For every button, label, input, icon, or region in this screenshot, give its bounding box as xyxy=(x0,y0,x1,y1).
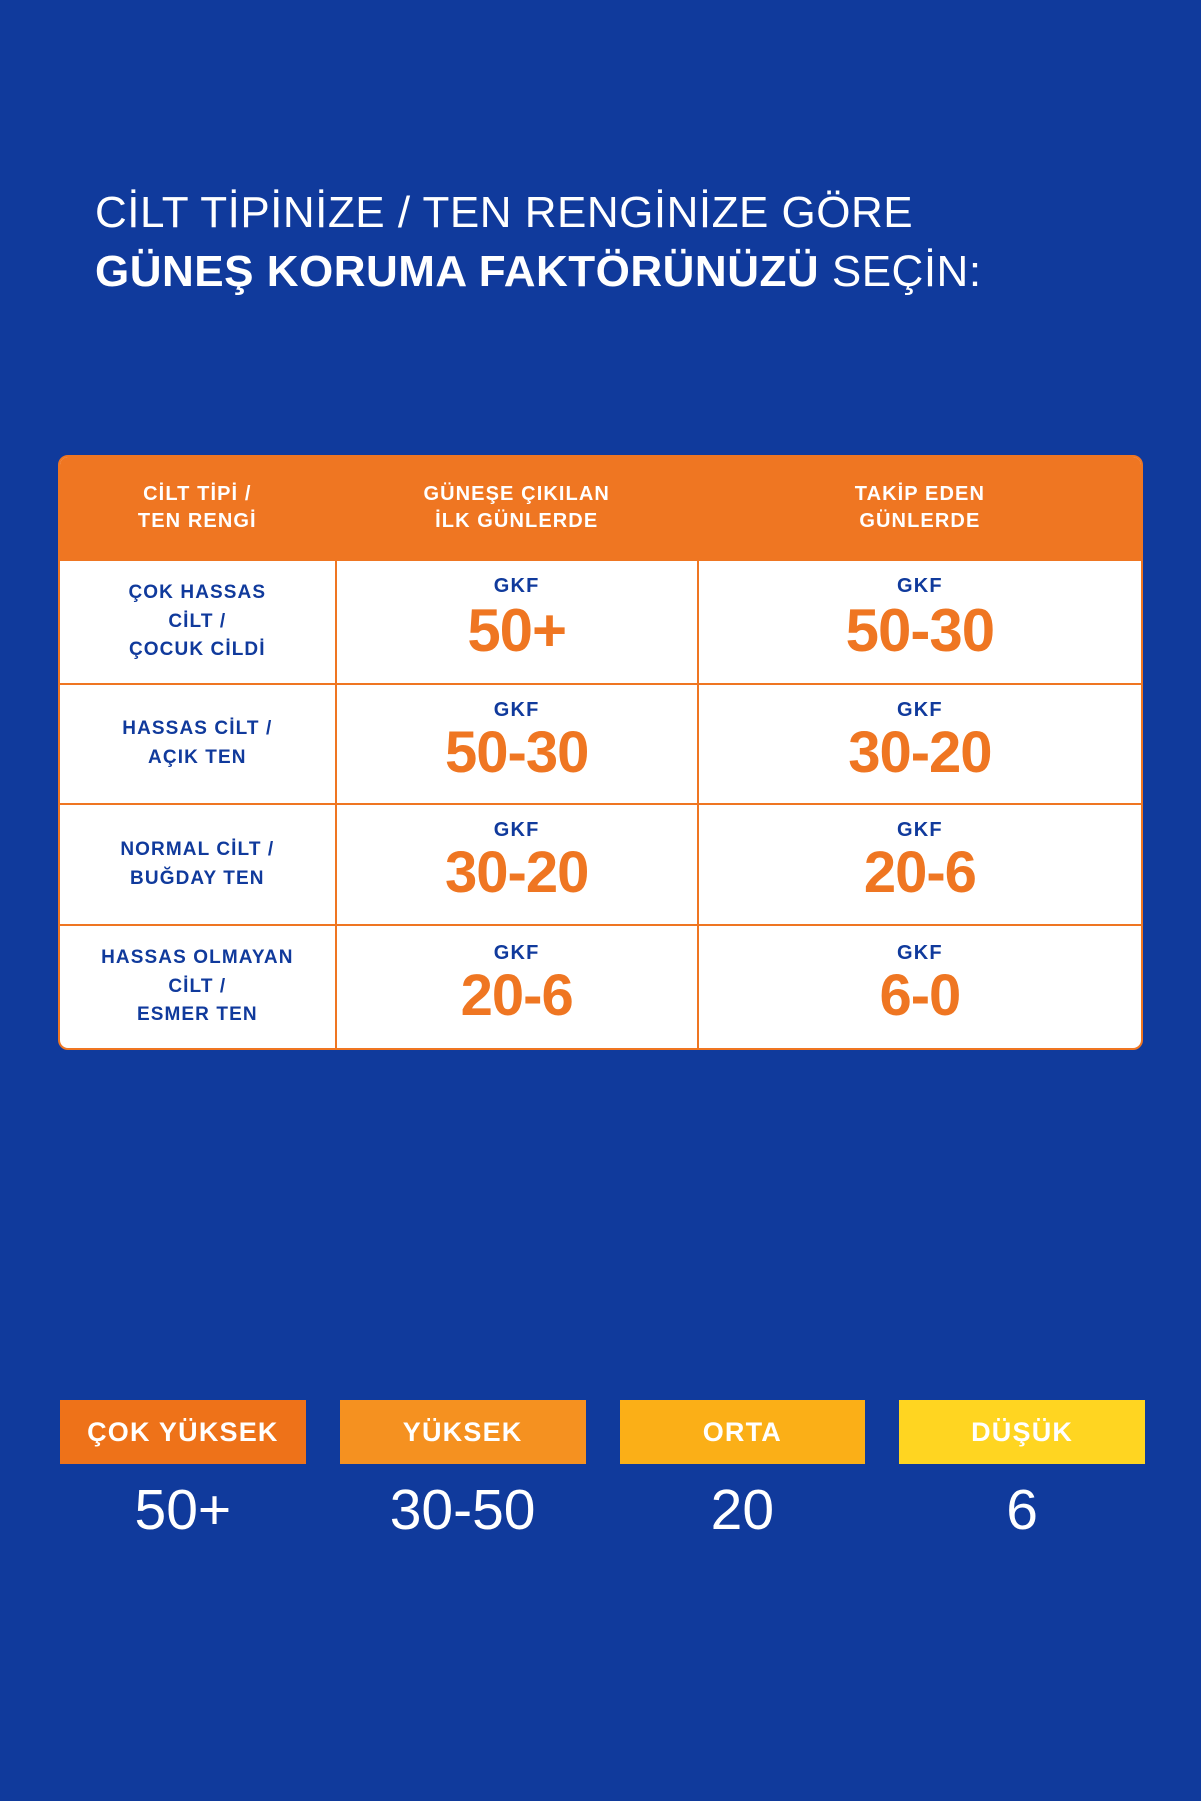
gkf-label: GKF xyxy=(493,698,540,721)
skin-type-line-3: ÇOCUK CİLDİ xyxy=(128,639,266,660)
skin-type-cell xyxy=(60,925,336,1048)
gkf-value: 6-0 xyxy=(879,962,961,1028)
gkf-value: 50-30 xyxy=(445,719,589,785)
legend-value: 6 xyxy=(1006,1478,1038,1542)
page-title xyxy=(95,185,1105,299)
skin-type-cell xyxy=(60,684,336,805)
table-row xyxy=(60,560,1141,684)
gkf-label: GKF xyxy=(896,575,943,598)
skin-type-line-2: AÇIK TEN xyxy=(148,746,247,768)
legend-value: 30-50 xyxy=(389,1478,536,1542)
gkf-value: 20-6 xyxy=(863,840,976,906)
first-days-cell xyxy=(336,684,698,805)
page-title-line-1: CİLT TİPİNİZE / TEN RENGİNİZE GÖRE xyxy=(95,188,914,237)
following-days-cell xyxy=(698,560,1141,684)
legend-item-high xyxy=(340,1400,586,1542)
first-days-cell xyxy=(336,804,698,925)
column-header-skin-type xyxy=(60,457,336,560)
gkf-label: GKF xyxy=(896,941,943,964)
legend-chip-label: DÜŞÜK xyxy=(899,1400,1145,1464)
spf-recommendation-table xyxy=(58,455,1143,1050)
legend-chip-label: ORTA xyxy=(620,1400,866,1464)
skin-type-cell xyxy=(60,560,336,684)
table-row xyxy=(60,804,1141,925)
table-row xyxy=(60,925,1141,1048)
column-header-following-days xyxy=(698,457,1141,560)
column-header-first-days-line-2: İLK GÜNLERDE xyxy=(435,510,599,532)
skin-type-line-2: CİLT / xyxy=(168,975,227,997)
table-header-row xyxy=(60,457,1141,560)
skin-type-line-2: CİLT / xyxy=(168,610,227,632)
legend-item-medium xyxy=(620,1400,866,1542)
gkf-value: 50+ xyxy=(467,597,567,665)
legend-chip-label: YÜKSEK xyxy=(340,1400,586,1464)
table-row xyxy=(60,684,1141,805)
column-header-following-days-line-1: TAKİP EDEN xyxy=(854,483,986,505)
first-days-cell xyxy=(336,560,698,684)
following-days-cell xyxy=(698,804,1141,925)
gkf-value: 30-20 xyxy=(445,840,589,906)
legend-value: 20 xyxy=(710,1478,775,1542)
gkf-value: 30-20 xyxy=(848,719,992,785)
gkf-label: GKF xyxy=(493,819,540,842)
gkf-label: GKF xyxy=(493,575,540,598)
legend-value: 50+ xyxy=(134,1478,232,1542)
skin-type-line-1: ÇOK HASSAS xyxy=(128,582,267,603)
skin-type-cell xyxy=(60,804,336,925)
column-header-skin-type-line-1: CİLT TİPİ / xyxy=(143,483,252,505)
gkf-label: GKF xyxy=(896,819,943,842)
page-title-suffix: SEÇİN: xyxy=(819,247,982,296)
gkf-label: GKF xyxy=(493,941,540,964)
legend-item-low xyxy=(899,1400,1145,1542)
gkf-value: 50-30 xyxy=(845,597,995,665)
protection-level-legend xyxy=(60,1400,1145,1542)
skin-type-line-3: ESMER TEN xyxy=(136,1004,258,1026)
skin-type-line-1: HASSAS OLMAYAN xyxy=(101,947,294,969)
skin-type-line-1: NORMAL CİLT / xyxy=(120,839,275,861)
page-title-emphasis: GÜNEŞ KORUMA FAKTÖRÜNÜZÜ xyxy=(95,247,820,296)
column-header-first-days xyxy=(336,457,698,560)
following-days-cell xyxy=(698,925,1141,1048)
skin-type-line-2: BUĞDAY TEN xyxy=(130,867,265,889)
legend-chip-label: ÇOK YÜKSEK xyxy=(60,1400,306,1464)
page-title-line-2 xyxy=(95,244,1105,299)
legend-item-very-high xyxy=(60,1400,306,1542)
first-days-cell xyxy=(336,925,698,1048)
column-header-first-days-line-1: GÜNEŞE ÇIKILAN xyxy=(423,483,610,505)
column-header-following-days-line-2: GÜNLERDE xyxy=(859,510,981,532)
gkf-label: GKF xyxy=(896,698,943,721)
column-header-skin-type-line-2: TEN RENGİ xyxy=(137,510,257,532)
following-days-cell xyxy=(698,684,1141,805)
skin-type-line-1: HASSAS CİLT / xyxy=(122,718,273,740)
gkf-value: 20-6 xyxy=(460,962,573,1028)
